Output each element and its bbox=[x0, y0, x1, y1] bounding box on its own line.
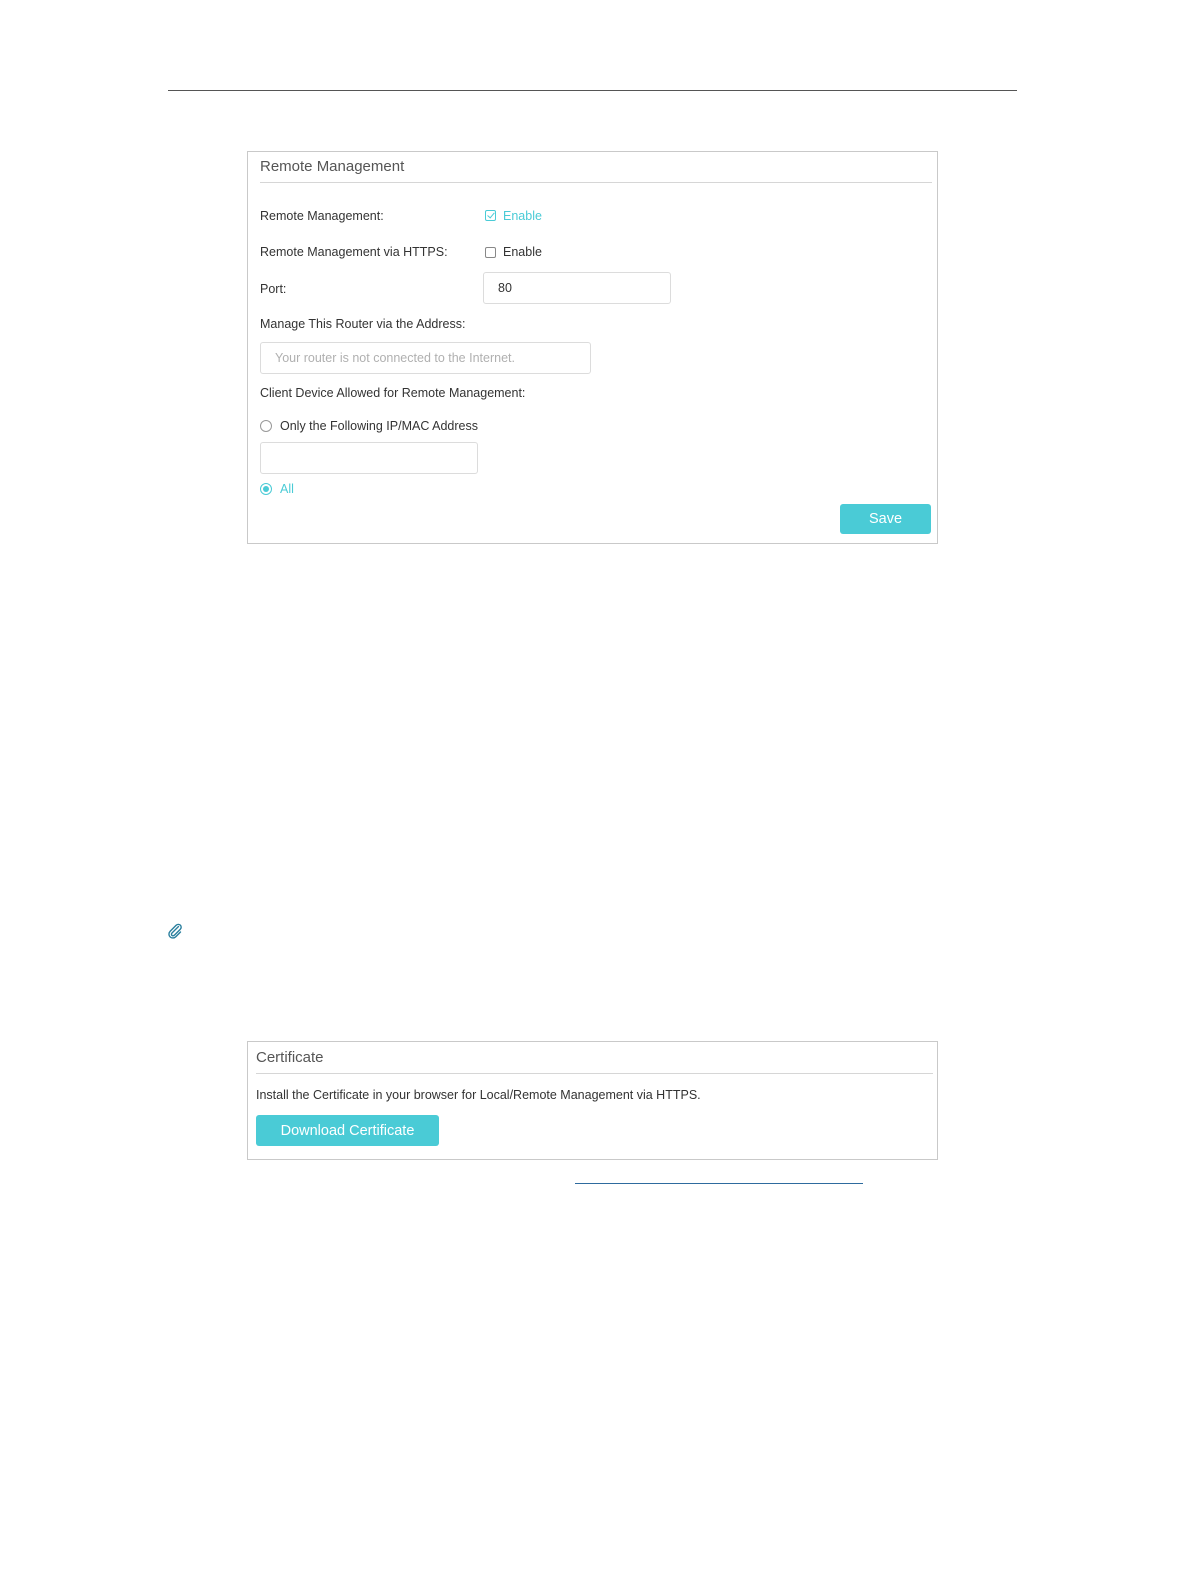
all-label[interactable]: All bbox=[280, 482, 294, 496]
following-address-label[interactable]: Only the Following IP/MAC Address bbox=[280, 419, 478, 433]
client-device-label: Client Device Allowed for Remote Management: bbox=[260, 386, 526, 400]
page-header-rule bbox=[168, 90, 1017, 91]
certificate-title: Certificate bbox=[256, 1049, 324, 1066]
panel-divider bbox=[260, 182, 932, 183]
address-label: Manage This Router via the Address: bbox=[260, 317, 466, 331]
remote-management-checkbox[interactable] bbox=[485, 210, 496, 221]
https-label: Remote Management via HTTPS: bbox=[260, 245, 448, 259]
certificate-panel bbox=[247, 1041, 938, 1160]
remote-management-panel bbox=[247, 151, 938, 544]
save-button[interactable]: Save bbox=[840, 504, 931, 534]
certificate-divider bbox=[256, 1073, 933, 1074]
paperclip-icon bbox=[166, 922, 184, 940]
port-input[interactable]: 80 bbox=[483, 272, 671, 304]
download-certificate-button[interactable]: Download Certificate bbox=[256, 1115, 439, 1146]
all-radio[interactable] bbox=[260, 483, 272, 495]
remote-management-label: Remote Management: bbox=[260, 209, 384, 223]
ip-mac-address-input[interactable] bbox=[260, 442, 478, 474]
remote-management-enable-label[interactable]: Enable bbox=[503, 209, 542, 223]
https-checkbox[interactable] bbox=[485, 247, 496, 258]
certificate-description: Install the Certificate in your browser for Local/Remote Management via HTTPS. bbox=[256, 1088, 701, 1102]
link-underline bbox=[575, 1183, 863, 1184]
panel-title: Remote Management bbox=[260, 158, 405, 175]
https-enable-label[interactable]: Enable bbox=[503, 245, 542, 259]
address-field: Your router is not connected to the Internet. bbox=[260, 342, 591, 374]
port-label: Port: bbox=[260, 282, 287, 296]
following-address-radio[interactable] bbox=[260, 420, 272, 432]
